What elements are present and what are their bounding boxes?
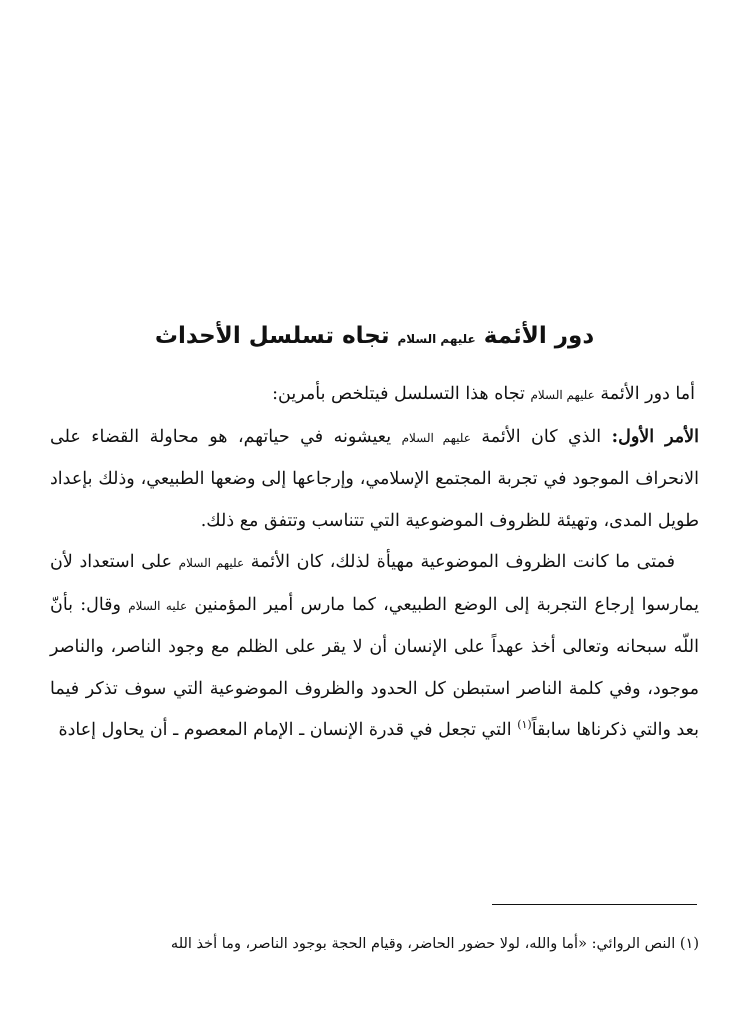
salawat-honorific: عليهم السلام <box>397 332 476 346</box>
salawat-honorific: عليهم السلام <box>178 556 245 570</box>
footnote-text: النص الروائي: «أما والله، لولا حضور الحاضر، وقيام الحجة بوجود الناصر، وما أخذ الله <box>170 936 676 952</box>
salawat-honorific: عليهم السلام <box>401 430 471 445</box>
first-matter-paragraph <box>50 417 699 543</box>
second-text-end: التي تجعل في قدرة الإنسان ـ الإمام المعصوم ـ أن يحاول إعادة <box>58 720 512 740</box>
second-paragraph <box>50 542 699 752</box>
footnote-separator <box>492 904 697 905</box>
footnote <box>50 930 699 958</box>
footnote-reference[interactable]: (١) <box>517 718 532 732</box>
footnote-number: (١) <box>679 936 699 952</box>
first-matter-label: الأمر الأول: <box>611 426 699 447</box>
section-heading <box>60 316 689 359</box>
heading-title-start: دور الأئمة <box>483 323 595 349</box>
heading-title-end: تجاه تسلسل الأحداث <box>154 323 390 349</box>
first-matter-text-end: يعيشونه في حياتهم، هو محاولة القضاء على الانحراف الموجود في تجربة المجتمع الإسلامي، وإرجاعها إلى وضعها الطبيعي، وذلك بإعداد طويل المدى، وتهيئة للظروف الموضوعية التي تتناسب وتتفق مع ذلك. <box>50 426 699 531</box>
second-text-continued: وقال: بأنّ اللّه سبحانه وتعالى أخذ عهداً على الإنسان أن لا يقر على الظلم مع وجود الناصر، والناصر موجود، وفي كلمة الناصر استبطن كل الحدود والظروف الموضوعية التي سوف تذكر فيما بعد والتي ذكرناها سابقاً <box>50 594 699 740</box>
intro-text-end: تجاه هذا التسلسل فيتلخص بأمرين: <box>272 384 525 404</box>
salawat-honorific: عليهم السلام <box>530 388 595 402</box>
first-matter-text-start: الذي كان الأئمة <box>481 426 602 447</box>
salawat-honorific-singular: عليه السلام <box>128 598 188 613</box>
second-text-middle: على استعداد لأن يمارسوا إرجاع التجربة إلى الوضع الطبيعي، كما مارس أمير المؤمنين <box>50 552 699 615</box>
intro-text-start: أما دور الأئمة <box>600 384 695 404</box>
intro-paragraph <box>50 374 699 417</box>
second-text-start: فمتى ما كانت الظروف الموضوعية مهيأة لذلك، كان الأئمة <box>250 552 675 572</box>
body-text <box>50 374 699 752</box>
